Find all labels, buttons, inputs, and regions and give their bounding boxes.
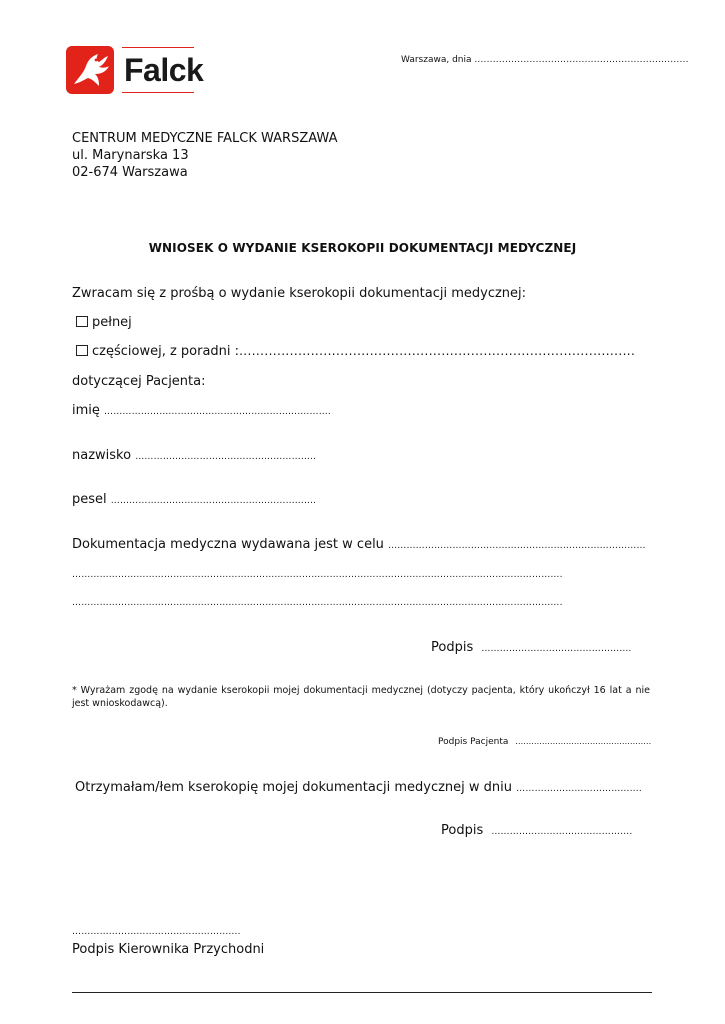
first-name-label: imię [72, 403, 100, 418]
receipt-signature-label: Podpis [441, 823, 484, 838]
patient-signature-label: Podpis Pacjenta [438, 737, 509, 747]
date-line [401, 55, 689, 65]
signature-dots: …………………………………………. [481, 644, 632, 654]
purpose-line-3[interactable]: ……………………………………………………………………………………………………………………………………………. [72, 598, 563, 608]
request-text: Zwracam się z prośbą o wydanie kserokopii dokumentacji medycznej: [72, 286, 527, 301]
address-line2: ul. Marynarska 13 [72, 148, 189, 163]
option-partial-dots: .............................................................................................. [239, 344, 636, 358]
address-line1: CENTRUM MEDYCZNE FALCK WARSZAWA [72, 131, 338, 146]
pesel-label: pesel [72, 492, 107, 507]
checkbox-partial[interactable] [76, 345, 88, 356]
date-dots: ...................................................................... [474, 55, 689, 65]
receipt-signature-dots: ………………………………………. [491, 827, 633, 837]
purpose-label: Dokumentacja medyczna wydawana jest w celu [72, 537, 384, 552]
pesel-dots: …………………………………………………………. [110, 496, 317, 506]
last-name-label: nazwisko [72, 448, 132, 463]
date-label: Warszawa, dnia [401, 55, 472, 65]
signature-label: Podpis [431, 640, 474, 655]
checkbox-full[interactable] [76, 316, 88, 327]
patient-signature-dots: …………………………………………… [515, 737, 652, 746]
last-name-field[interactable] [72, 448, 316, 463]
option-full[interactable] [76, 315, 132, 330]
first-name-dots: ………………………………………………………….……. [104, 407, 331, 417]
option-full-label: pełnej [92, 315, 132, 330]
signature-field[interactable] [431, 640, 632, 655]
receipt-signature-field[interactable] [441, 823, 632, 838]
manager-signature-dots[interactable]: ………………………………………………. [72, 927, 241, 937]
receipt-date-dots: ……….…………………………. [516, 784, 642, 794]
address-line3: 02-674 Warszawa [72, 165, 188, 180]
purpose-dots: ………………………………………………………………………… [388, 541, 646, 551]
receipt-text: Otrzymałam/łem kserokopię mojej dokumentacji medycznej w dniu [75, 780, 513, 795]
logo-wordmark: Falck [124, 52, 204, 88]
consent-text: * Wyrażam zgodę na wydanie kserokopii mojej dokumentacji medycznej (dotyczy pacjenta, który ukończył 16 lat a nie jest wnioskodawcą). [72, 685, 650, 709]
logo-top-rule [122, 47, 194, 48]
patient-signature-field[interactable] [438, 737, 651, 747]
purpose-line-2[interactable]: ……………………………………………………………………………………………………………………………………………. [72, 570, 563, 580]
receipt-field[interactable] [75, 780, 642, 795]
page-title: WNIOSEK O WYDANIE KSEROKOPII DOKUMENTACJI MEDYCZNEJ [148, 241, 577, 255]
manager-signature-label: Podpis Kierownika Przychodni [72, 942, 265, 957]
option-partial[interactable] [76, 344, 635, 359]
pesel-field[interactable] [72, 492, 316, 507]
footer-rule [72, 992, 652, 993]
last-name-dots: ………………………………………………….. [135, 452, 317, 462]
patient-label: dotyczącej Pacjenta: [72, 374, 206, 389]
purpose-field[interactable] [72, 537, 646, 552]
first-name-field[interactable] [72, 403, 331, 418]
option-partial-label: częściowej, z poradni : [92, 344, 240, 359]
falck-logo-icon [66, 46, 114, 94]
logo-bottom-rule [122, 92, 194, 93]
